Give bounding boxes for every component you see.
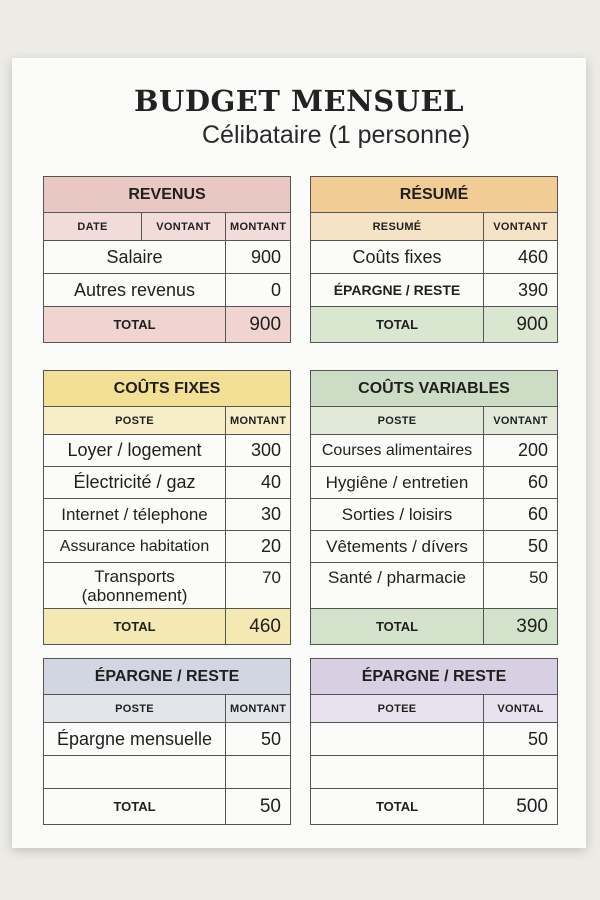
row-value: 40 xyxy=(226,467,291,499)
column-header: POSTE xyxy=(311,407,484,435)
row-value: 50 xyxy=(226,723,291,756)
total-value: 900 xyxy=(226,307,291,343)
row-label: Loyer / logement xyxy=(44,435,226,467)
total-value: 500 xyxy=(484,789,558,825)
total-value: 390 xyxy=(484,609,558,645)
row-label xyxy=(44,756,226,789)
row-value: 900 xyxy=(226,241,291,274)
row-value: 300 xyxy=(226,435,291,467)
column-header: MONTANT xyxy=(226,407,291,435)
column-header: POSTE xyxy=(44,695,226,723)
row-value: 60 xyxy=(484,467,558,499)
couts-fixes-table xyxy=(43,370,291,645)
row-label xyxy=(311,756,484,789)
total-label: TOTAL xyxy=(44,609,226,645)
total-label: TOTAL xyxy=(44,307,226,343)
row-value: 60 xyxy=(484,499,558,531)
row-label: Assurance habitation xyxy=(44,531,226,563)
row-value: 460 xyxy=(484,241,558,274)
total-label: TOTAL xyxy=(311,789,484,825)
row-value xyxy=(484,756,558,789)
column-header: POSTE xyxy=(44,407,226,435)
column-header: VONTAL xyxy=(484,695,558,723)
row-label: Coûts fixes xyxy=(311,241,484,274)
row-label: Courses alimentaires xyxy=(311,435,484,467)
budget-sheet xyxy=(12,58,586,848)
column-header: RESUMÉ xyxy=(311,213,484,241)
total-label: TOTAL xyxy=(44,789,226,825)
epargne-reste-table-2 xyxy=(310,658,558,825)
row-value: 0 xyxy=(226,274,291,307)
row-label: Santé / pharmacie xyxy=(311,563,484,609)
row-label: Hygiêne / entretien xyxy=(311,467,484,499)
column-header: POTEE xyxy=(311,695,484,723)
row-value: 20 xyxy=(226,531,291,563)
column-header: MONTANT xyxy=(226,213,291,241)
total-value: 900 xyxy=(484,307,558,343)
row-label: Vêtements / dívers xyxy=(311,531,484,563)
page-title: BUDGET MENSUEL xyxy=(134,84,464,118)
row-value: 390 xyxy=(484,274,558,307)
row-value xyxy=(226,756,291,789)
column-header: VONTANT xyxy=(142,213,226,241)
resume-header: RÉSUMÉ xyxy=(311,177,558,213)
column-header: DATE xyxy=(44,213,142,241)
row-value: 200 xyxy=(484,435,558,467)
total-value: 50 xyxy=(226,789,291,825)
resume-table xyxy=(310,176,558,343)
row-label xyxy=(311,723,484,756)
total-label: TOTAL xyxy=(311,307,484,343)
total-value: 460 xyxy=(226,609,291,645)
couts-fixes-header: COÛTS FIXES xyxy=(44,371,291,407)
row-value: 50 xyxy=(484,723,558,756)
page-subtitle: Célibataire (1 personne) xyxy=(202,121,471,149)
total-label: TOTAL xyxy=(311,609,484,645)
revenus-header: REVENUS xyxy=(44,177,291,213)
row-label: Sorties / loisirs xyxy=(311,499,484,531)
row-label: Salaire xyxy=(44,241,226,274)
couts-variables-header: COÛTS VARIABLES xyxy=(311,371,558,407)
epargne-reste-table xyxy=(43,658,291,825)
column-header: VONTANT xyxy=(484,407,558,435)
row-label: Autres revenus xyxy=(44,274,226,307)
column-header: VONTANT xyxy=(484,213,558,241)
row-value: 50 xyxy=(484,531,558,563)
column-header: MONTANT xyxy=(226,695,291,723)
row-label: Internet / télephone xyxy=(44,499,226,531)
couts-variables-table xyxy=(310,370,558,645)
row-label: Épargne mensuelle xyxy=(44,723,226,756)
row-label: Électricité / gaz xyxy=(44,467,226,499)
revenus-table xyxy=(43,176,291,343)
row-label: Transports (abonnement) xyxy=(44,563,226,609)
epargne-reste-header-2: ÉPARGNE / RESTE xyxy=(311,659,558,695)
row-value: 50 xyxy=(484,563,558,609)
row-label: ÉPARGNE / RESTE xyxy=(311,274,484,307)
epargne-reste-header: ÉPARGNE / RESTE xyxy=(44,659,291,695)
row-value: 30 xyxy=(226,499,291,531)
row-value: 70 xyxy=(226,563,291,609)
